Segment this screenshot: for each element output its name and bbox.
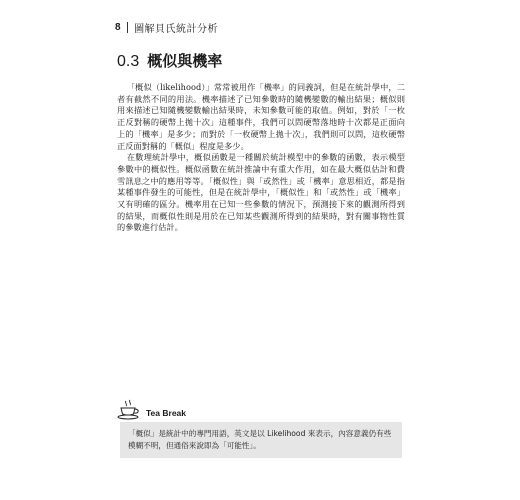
header-divider <box>127 22 128 33</box>
tea-break-note: 「概似」是統計中的專門用語，英文是以 Likelihood 來表示，內容意義仍有些模糊不明，但通俗來說即為「可能性」。 <box>120 422 402 458</box>
paragraph: 「概似（likelihood）」常常被用作「機率」的同義詞，但是在統計學中，二者有截然不同的用法。機率描述了已知參數時的隨機變數的輸出結果；概似則用來描述已知隨機變數輸出結果時，未知參數可能的取值。例如，對於「一枚正反對稱的硬幣上拋十次」這種事件，我們可以問硬幣落地時十次都是正面向上的「機率」是多少；而對於「一枚硬幣上拋十次」，我們則可以問，這枚硬幣正反面對稱的「概似」程度是多少。 <box>117 82 405 151</box>
book-title: 圖解貝氏統計分析 <box>134 24 219 35</box>
body-text <box>117 82 405 234</box>
tea-break-header <box>117 398 405 420</box>
page-number: 8 <box>115 22 122 33</box>
section-number: 0.3 <box>117 53 140 70</box>
teacup-icon <box>117 398 143 420</box>
section-title: 概似與機率 <box>147 53 223 70</box>
running-head <box>115 20 218 35</box>
section-heading <box>117 50 222 71</box>
tea-break <box>117 398 405 458</box>
paragraph: 在數理統計學中，概似函數是一種關於統計模型中的參數的函數，表示模型參數中的概似性。概似函數在統計推論中有重大作用，如在最大概似估計和費雪訊息之中的應用等等。「概似性」與「或然性」或「機率」意思相近，都是指某種事件發生的可能性，但是在統計學中，「概似性」和「或然性」或「機率」又有明確的區分。機率用在已知一些參數的情況下，預測接下來的觀測所得到的結果，而概似性則是用於在已知某些觀測所得到的結果時，對有關事物性質的參數進行估計。 <box>117 152 405 233</box>
tea-break-label: Tea Break <box>146 408 187 418</box>
